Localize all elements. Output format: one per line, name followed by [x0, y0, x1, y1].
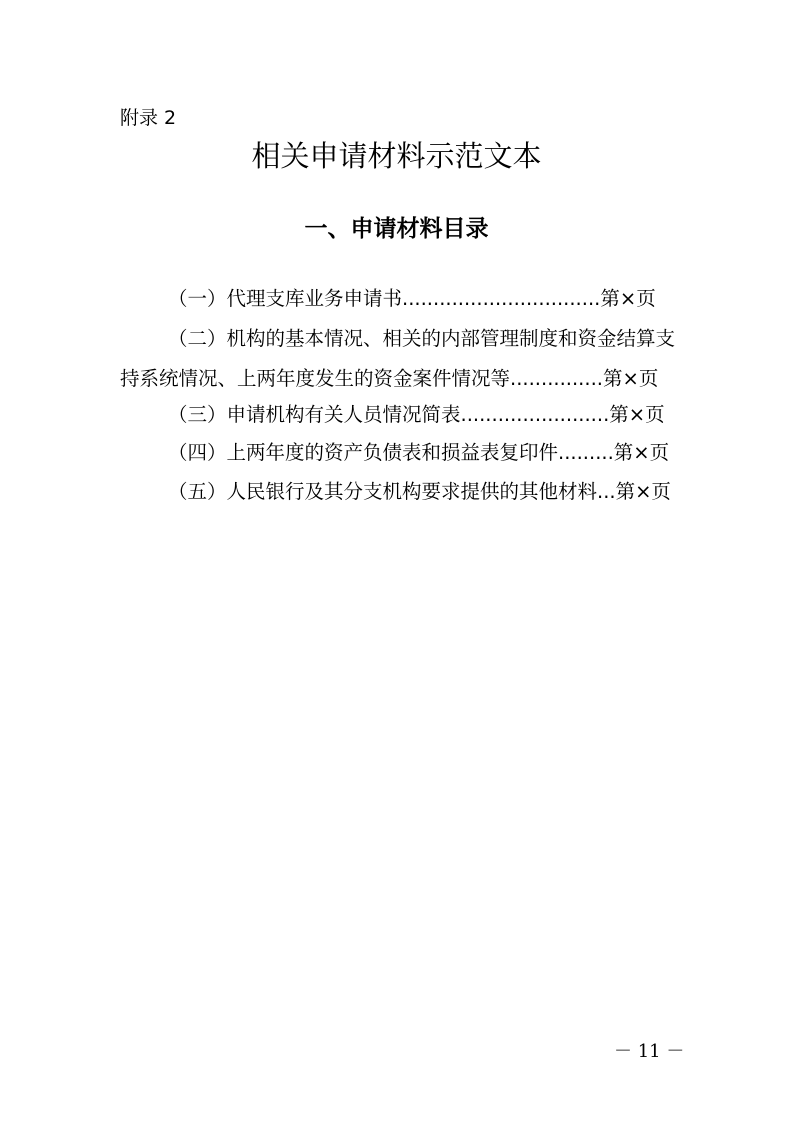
toc-item-3: （三）申请机构有关人员情况简表........................第×页: [168, 403, 665, 426]
toc-item-5: （五）人民银行及其分支机构要求提供的其他材料...第×页: [168, 480, 671, 503]
toc-item-2-line-2: 持系统情况、上两年度发生的资金案件情况等...............第×页: [120, 367, 659, 390]
section-heading: 一、申请材料目录: [304, 216, 489, 242]
toc-item-1: （一）代理支库业务申请书................................第×页: [168, 287, 656, 310]
toc-item-2-line-1: （二）机构的基本情况、相关的内部管理制度和资金结算支: [168, 327, 676, 350]
appendix-label: 附录 2: [120, 107, 177, 129]
toc-item-4: （四）上两年度的资产负债表和损益表复印件.........第×页: [168, 441, 670, 464]
document-title: 相关申请材料示范文本: [251, 139, 542, 173]
page-number: － 11 －: [614, 1041, 685, 1062]
